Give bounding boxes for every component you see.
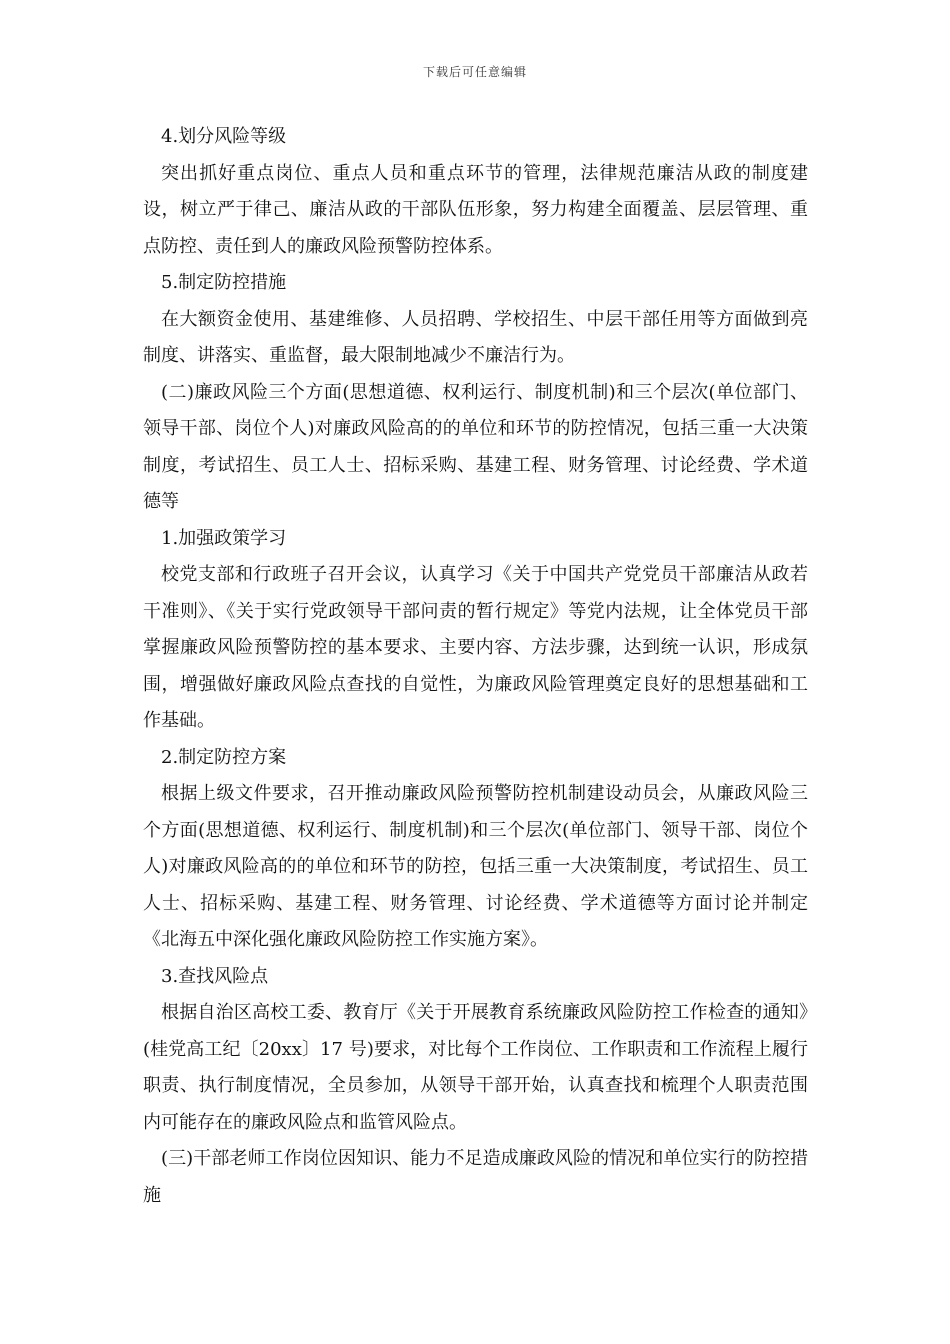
body-paragraph: 根据上级文件要求，召开推动廉政风险预警防控机制建设动员会，从廉政风险三个方面(思想道德、权利运行、制度机制)和三个层次(单位部门、领导干部、岗位个人)对廉政风险高的的单位和环节的防控，包括三重一大决策制度，考试招生、员工人士、招标采购、基建工程、财务管理、讨论经费、学术道德等方面讨论并制定《北海五中深化强化廉政风险防控工作实施方案》。 [143,783,808,950]
page-header-note: 下载后可任意编辑 [422,65,527,79]
section-heading-2: 2.制定防控方案 [161,746,287,768]
section-heading-part-2: (二)廉政风险三个方面(思想道德、权利运行、制度机制)和三个层次(单位部门、领导干部、岗位个人)对廉政风险高的的单位和环节的防控情况，包括三重一大决策制度，考试招生、员工人士、招标采购、基建工程、财务管理、讨论经费、学术道德等 [143,381,808,512]
document-body [143,119,808,1214]
section-heading-5: 5.制定防控措施 [161,272,287,293]
body-paragraph: 校党支部和行政班子召开会议，认真学习《关于中国共产党党员干部廉洁从政若干准则》、《关于实行党政领导干部问责的暂行规定》等党内法规，让全体党员干部掌握廉政风险预警防控的基本要求、主要内容、方法步骤，达到统一认识，形成氛围，增强做好廉政风险点查找的自觉性，为廉政风险管理奠定良好的思想基础和工作基础。 [143,564,808,731]
section-heading-part-3: (三)干部老师工作岗位因知识、能力不足造成廉政风险的情况和单位实行的防控措施 [143,1148,808,1206]
body-paragraph: 根据自治区高校工委、教育厅《关于开展教育系统廉政风险防控工作检查的通知》(桂党高工纪〔20xx〕17 号)要求，对比每个工作岗位、工作职责和工作流程上履行职责、执行制度情况，全员参加，从领导干部开始，认真查找和梳理个人职责范围内可能存在的廉政风险点和监管风险点。 [143,1002,808,1133]
body-paragraph: 在大额资金使用、基建维修、人员招聘、学校招生、中层干部任用等方面做到亮制度、讲落实、重监督，最大限制地减少不廉洁行为。 [143,308,808,366]
section-heading-1: 1.加强政策学习 [161,527,287,549]
section-heading-3: 3.查找风险点 [161,965,269,987]
section-heading-4: 4.划分风险等级 [161,126,287,147]
body-paragraph: 突出抓好重点岗位、重点人员和重点环节的管理，法律规范廉洁从政的制度建设，树立严于律己、廉洁从政的干部队伍形象，努力构建全面覆盖、层层管理、重点防控、责任到人的廉政风险预警防控体系。 [143,162,808,257]
